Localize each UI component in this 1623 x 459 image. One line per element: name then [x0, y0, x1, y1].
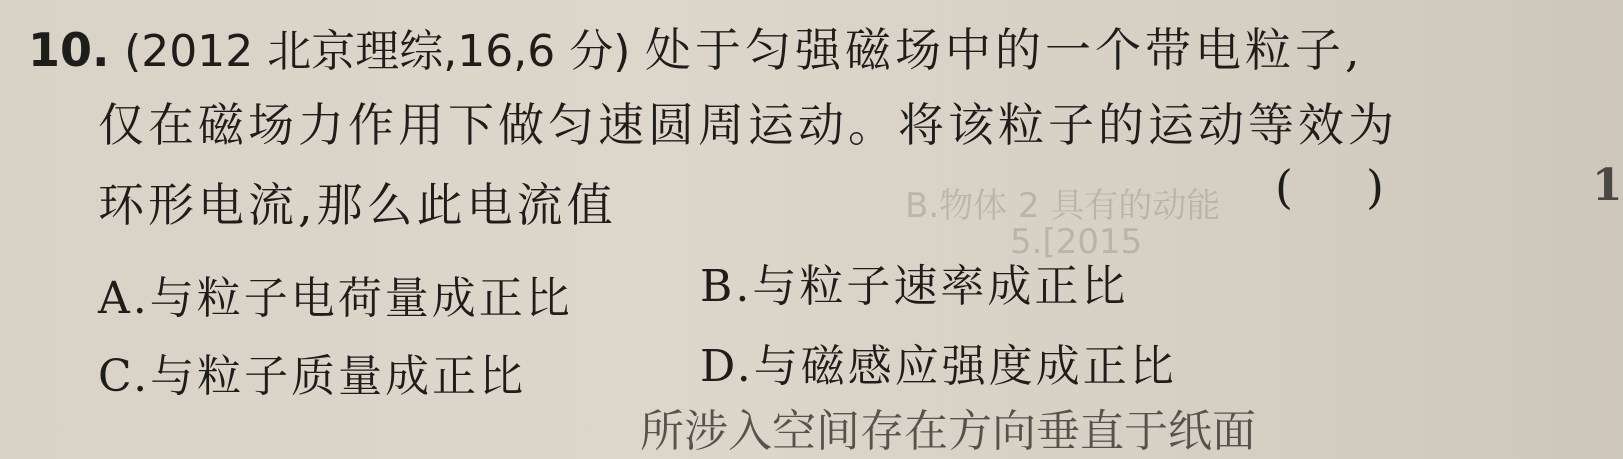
question-stem-line-2: 仅在磁场力作用下做匀速圆周运动。将该粒子的运动等效为 [98, 98, 1398, 152]
next-question-fragment: 所涉入空间存在方向垂直于纸面 [640, 406, 1256, 457]
option-text: 与磁感应强度成正比 [753, 341, 1177, 392]
bleed-through-text: B.物体 2 具有的动能 [905, 186, 1221, 226]
option-a [98, 262, 573, 326]
right-edge-fragment: 1 [1592, 160, 1623, 211]
question-first-line [28, 22, 1364, 80]
question-stem-line-1: 处于匀强磁场中的一个带电粒子, [645, 23, 1364, 77]
option-d [700, 330, 1177, 394]
question-source: (2012 北京理综,16,6 分) [124, 26, 631, 77]
bleed-through-text: 5.[2015 [1010, 222, 1143, 262]
option-b [700, 250, 1128, 314]
option-label: A. [98, 273, 150, 324]
option-label: B. [700, 261, 753, 312]
option-text: 与粒子电荷量成正比 [149, 273, 573, 324]
answer-blank: ( ) [1275, 160, 1385, 214]
option-text: 与粒子速率成正比 [752, 261, 1129, 312]
question-number: 10. [28, 23, 110, 77]
option-text: 与粒子质量成正比 [150, 351, 527, 402]
option-label: D. [700, 341, 754, 392]
option-label: C. [98, 351, 151, 402]
option-c [98, 340, 526, 404]
question-stem-line-3: 环形电流,那么此电流值 [98, 178, 617, 232]
